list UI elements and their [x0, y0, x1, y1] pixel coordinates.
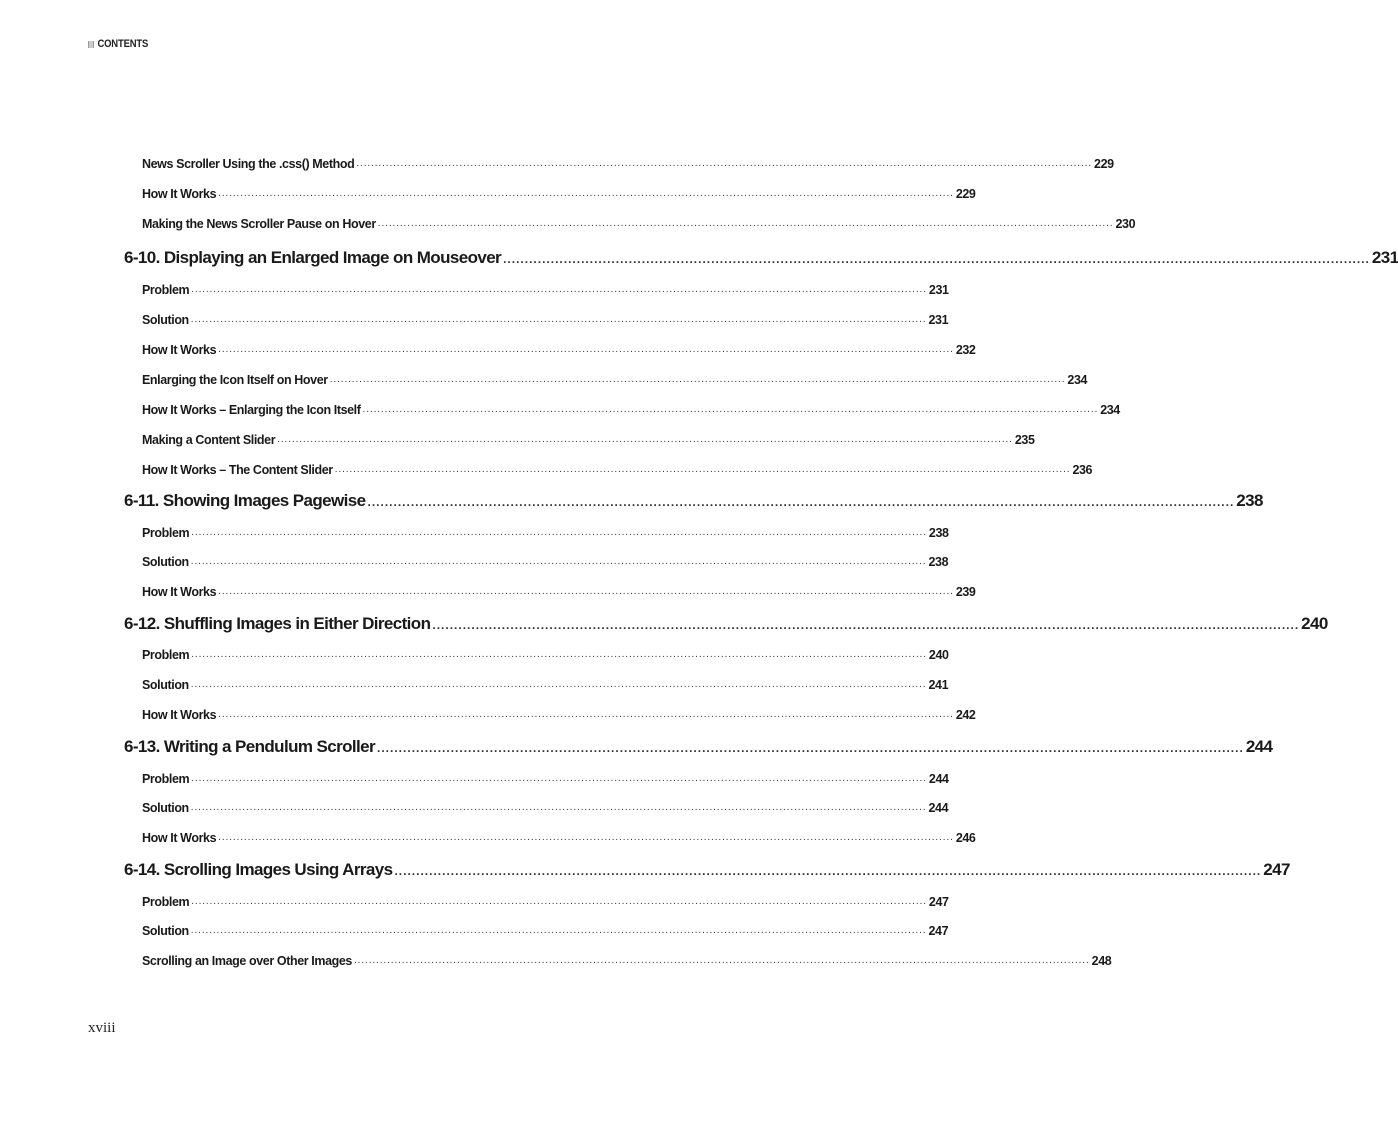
toc-leader-dots: ........................................................................................................................................................................................................: [218, 344, 954, 355]
toc-entry-title: 6-13. Writing a Pendulum Scroller: [124, 737, 376, 756]
toc-section-heading[interactable]: [124, 612, 1328, 634]
toc-section-heading[interactable]: [124, 858, 1290, 880]
toc-entry-title: News Scroller Using the .css() Method: [142, 157, 355, 171]
toc-leader-dots: ........................................................................................................................................................................................................: [503, 252, 1370, 266]
toc-leader-dots: ........................................................................................................................................................................................................: [356, 158, 1093, 169]
toc-entry-page: 247: [928, 924, 949, 938]
toc-leader-dots: ........................................................................................................................................................................................................: [190, 679, 927, 690]
toc-entry[interactable]: [142, 215, 1136, 231]
toc-entry-title: Solution: [142, 313, 189, 327]
toc-entry-page: 231: [928, 283, 949, 297]
toc-leader-dots: ........................................................................................................................................................................................................: [191, 773, 927, 784]
toc-entry-page: 238: [928, 555, 949, 569]
page-number: xviii: [88, 1020, 116, 1036]
toc-entry[interactable]: [142, 770, 949, 786]
toc-entry-title: How It Works: [142, 187, 217, 201]
toc-entry-title: 6-11. Showing Images Pagewise: [124, 491, 366, 510]
toc-entry-title: 6-12. Shuffling Images in Either Direction: [124, 614, 431, 633]
toc-entry[interactable]: [142, 706, 976, 722]
toc-entry[interactable]: [142, 401, 1120, 417]
toc-entry-title: Problem: [142, 283, 190, 297]
toc-entry-page: 241: [928, 678, 949, 692]
toc-entry[interactable]: [142, 676, 949, 692]
toc-entry[interactable]: [142, 341, 976, 357]
toc-entry-page: 238: [1236, 491, 1263, 510]
toc-leader-dots: ........................................................................................................................................................................................................: [191, 649, 927, 660]
toc-entry[interactable]: [142, 185, 976, 201]
toc-entry[interactable]: [142, 583, 976, 599]
toc-leader-dots: ........................................................................................................................................................................................................: [191, 284, 927, 295]
toc-entry-title: Scrolling an Image over Other Images: [142, 954, 352, 968]
toc-entry[interactable]: [142, 155, 1114, 171]
toc-leader-dots: ........................................................................................................................................................................................................: [218, 188, 954, 199]
toc-entry[interactable]: [142, 281, 949, 297]
toc-entry[interactable]: [142, 371, 1088, 387]
toc-entry-page: 248: [1091, 954, 1112, 968]
toc-leader-dots: ........................................................................................................................................................................................................: [394, 864, 1262, 878]
toc-entry-title: Problem: [142, 526, 190, 540]
toc-entry-page: 234: [1067, 373, 1088, 387]
toc-leader-dots: ........................................................................................................................................................................................................: [190, 802, 927, 813]
toc-entry[interactable]: [142, 461, 1093, 477]
toc-entry-page: 244: [928, 801, 949, 815]
toc-entry[interactable]: [142, 646, 949, 662]
toc-section-heading[interactable]: [124, 735, 1273, 757]
toc-leader-dots: ........................................................................................................................................................................................................: [191, 896, 927, 907]
toc-entry-page: 239: [955, 585, 976, 599]
toc-entry[interactable]: [142, 553, 949, 569]
toc-entry-page: 247: [928, 895, 949, 909]
toc-leader-dots: ........................................................................................................................................................................................................: [367, 495, 1235, 509]
toc-entry[interactable]: [142, 524, 949, 540]
toc-entry-title: Making the News Scroller Pause on Hover: [142, 217, 376, 231]
toc-entry-title: How It Works: [142, 831, 217, 845]
toc-entry-title: How It Works: [142, 585, 217, 599]
toc-entry[interactable]: [142, 431, 1035, 447]
toc-entry[interactable]: [142, 952, 1112, 968]
toc-entry-page: 240: [928, 648, 949, 662]
toc-leader-dots: ........................................................................................................................................................................................................: [432, 618, 1300, 632]
toc-leader-dots: ........................................................................................................................................................................................................: [362, 404, 1099, 415]
toc-entry-title: Solution: [142, 801, 189, 815]
toc-entry-page: 230: [1115, 217, 1136, 231]
running-head-label: CONTENTS: [97, 38, 149, 50]
toc-section-heading[interactable]: [124, 246, 1398, 268]
toc-entry-title: 6-10. Displaying an Enlarged Image on Mouseover: [124, 248, 502, 267]
toc-section-heading[interactable]: [124, 489, 1263, 511]
toc-entry-page: 247: [1263, 860, 1290, 879]
toc-entry-title: Solution: [142, 555, 189, 569]
toc-entry-title: How It Works: [142, 343, 217, 357]
toc-entry[interactable]: [142, 311, 949, 327]
toc-leader-dots: ........................................................................................................................................................................................................: [190, 925, 927, 936]
toc-leader-dots: ........................................................................................................................................................................................................: [218, 586, 954, 597]
toc-entry-page: 229: [1094, 157, 1114, 171]
toc-entry-page: 235: [1014, 433, 1035, 447]
toc-entry-title: How It Works: [142, 708, 217, 722]
toc-entry[interactable]: [142, 893, 949, 909]
toc-leader-dots: ........................................................................................................................................................................................................: [377, 218, 1114, 229]
toc-entry-page: 240: [1301, 614, 1328, 633]
toc-entry-page: 244: [928, 772, 949, 786]
toc-leader-dots: ........................................................................................................................................................................................................: [329, 374, 1066, 385]
toc-entry-title: Problem: [142, 772, 190, 786]
toc-leader-dots: ........................................................................................................................................................................................................: [191, 527, 927, 538]
toc-leader-dots: ........................................................................................................................................................................................................: [190, 314, 927, 325]
toc-entry-title: 6-14. Scrolling Images Using Arrays: [124, 860, 393, 879]
toc-entry[interactable]: [142, 829, 976, 845]
toc-leader-dots: ........................................................................................................................................................................................................: [377, 741, 1244, 755]
toc-leader-dots: ........................................................................................................................................................................................................: [218, 709, 954, 720]
toc-entry-title: Solution: [142, 924, 189, 938]
toc-leader-dots: ........................................................................................................................................................................................................: [353, 955, 1090, 966]
toc-entry-page: 238: [928, 526, 949, 540]
toc-entry-title: Problem: [142, 895, 190, 909]
toc-entry-title: How It Works – The Content Slider: [142, 463, 333, 477]
toc-entry-page: 232: [955, 343, 976, 357]
toc-leader-dots: ........................................................................................................................................................................................................: [218, 832, 954, 843]
toc-entry-page: 246: [955, 831, 976, 845]
toc-leader-dots: ........................................................................................................................................................................................................: [277, 434, 1013, 445]
toc-entry-page: 244: [1245, 737, 1273, 756]
toc-leader-dots: ........................................................................................................................................................................................................: [190, 556, 927, 567]
toc-leader-dots: ........................................................................................................................................................................................................: [334, 464, 1071, 475]
toc-entry-page: 234: [1100, 403, 1120, 417]
toc-entry-page: 231: [928, 313, 949, 327]
toc-entry-page: 231: [1371, 248, 1398, 267]
toc-entry-title: Making a Content Slider: [142, 433, 276, 447]
toc-entry-title: Enlarging the Icon Itself on Hover: [142, 373, 328, 387]
toc-entry-page: 229: [955, 187, 976, 201]
toc-entry-title: Problem: [142, 648, 190, 662]
toc-entry[interactable]: [142, 799, 949, 815]
toc-entry-title: Solution: [142, 678, 189, 692]
toc-entry-title: How It Works – Enlarging the Icon Itself: [142, 403, 361, 417]
toc-entry-page: 242: [955, 708, 976, 722]
toc-entry[interactable]: [142, 922, 949, 938]
toc-entry-page: 236: [1072, 463, 1093, 477]
